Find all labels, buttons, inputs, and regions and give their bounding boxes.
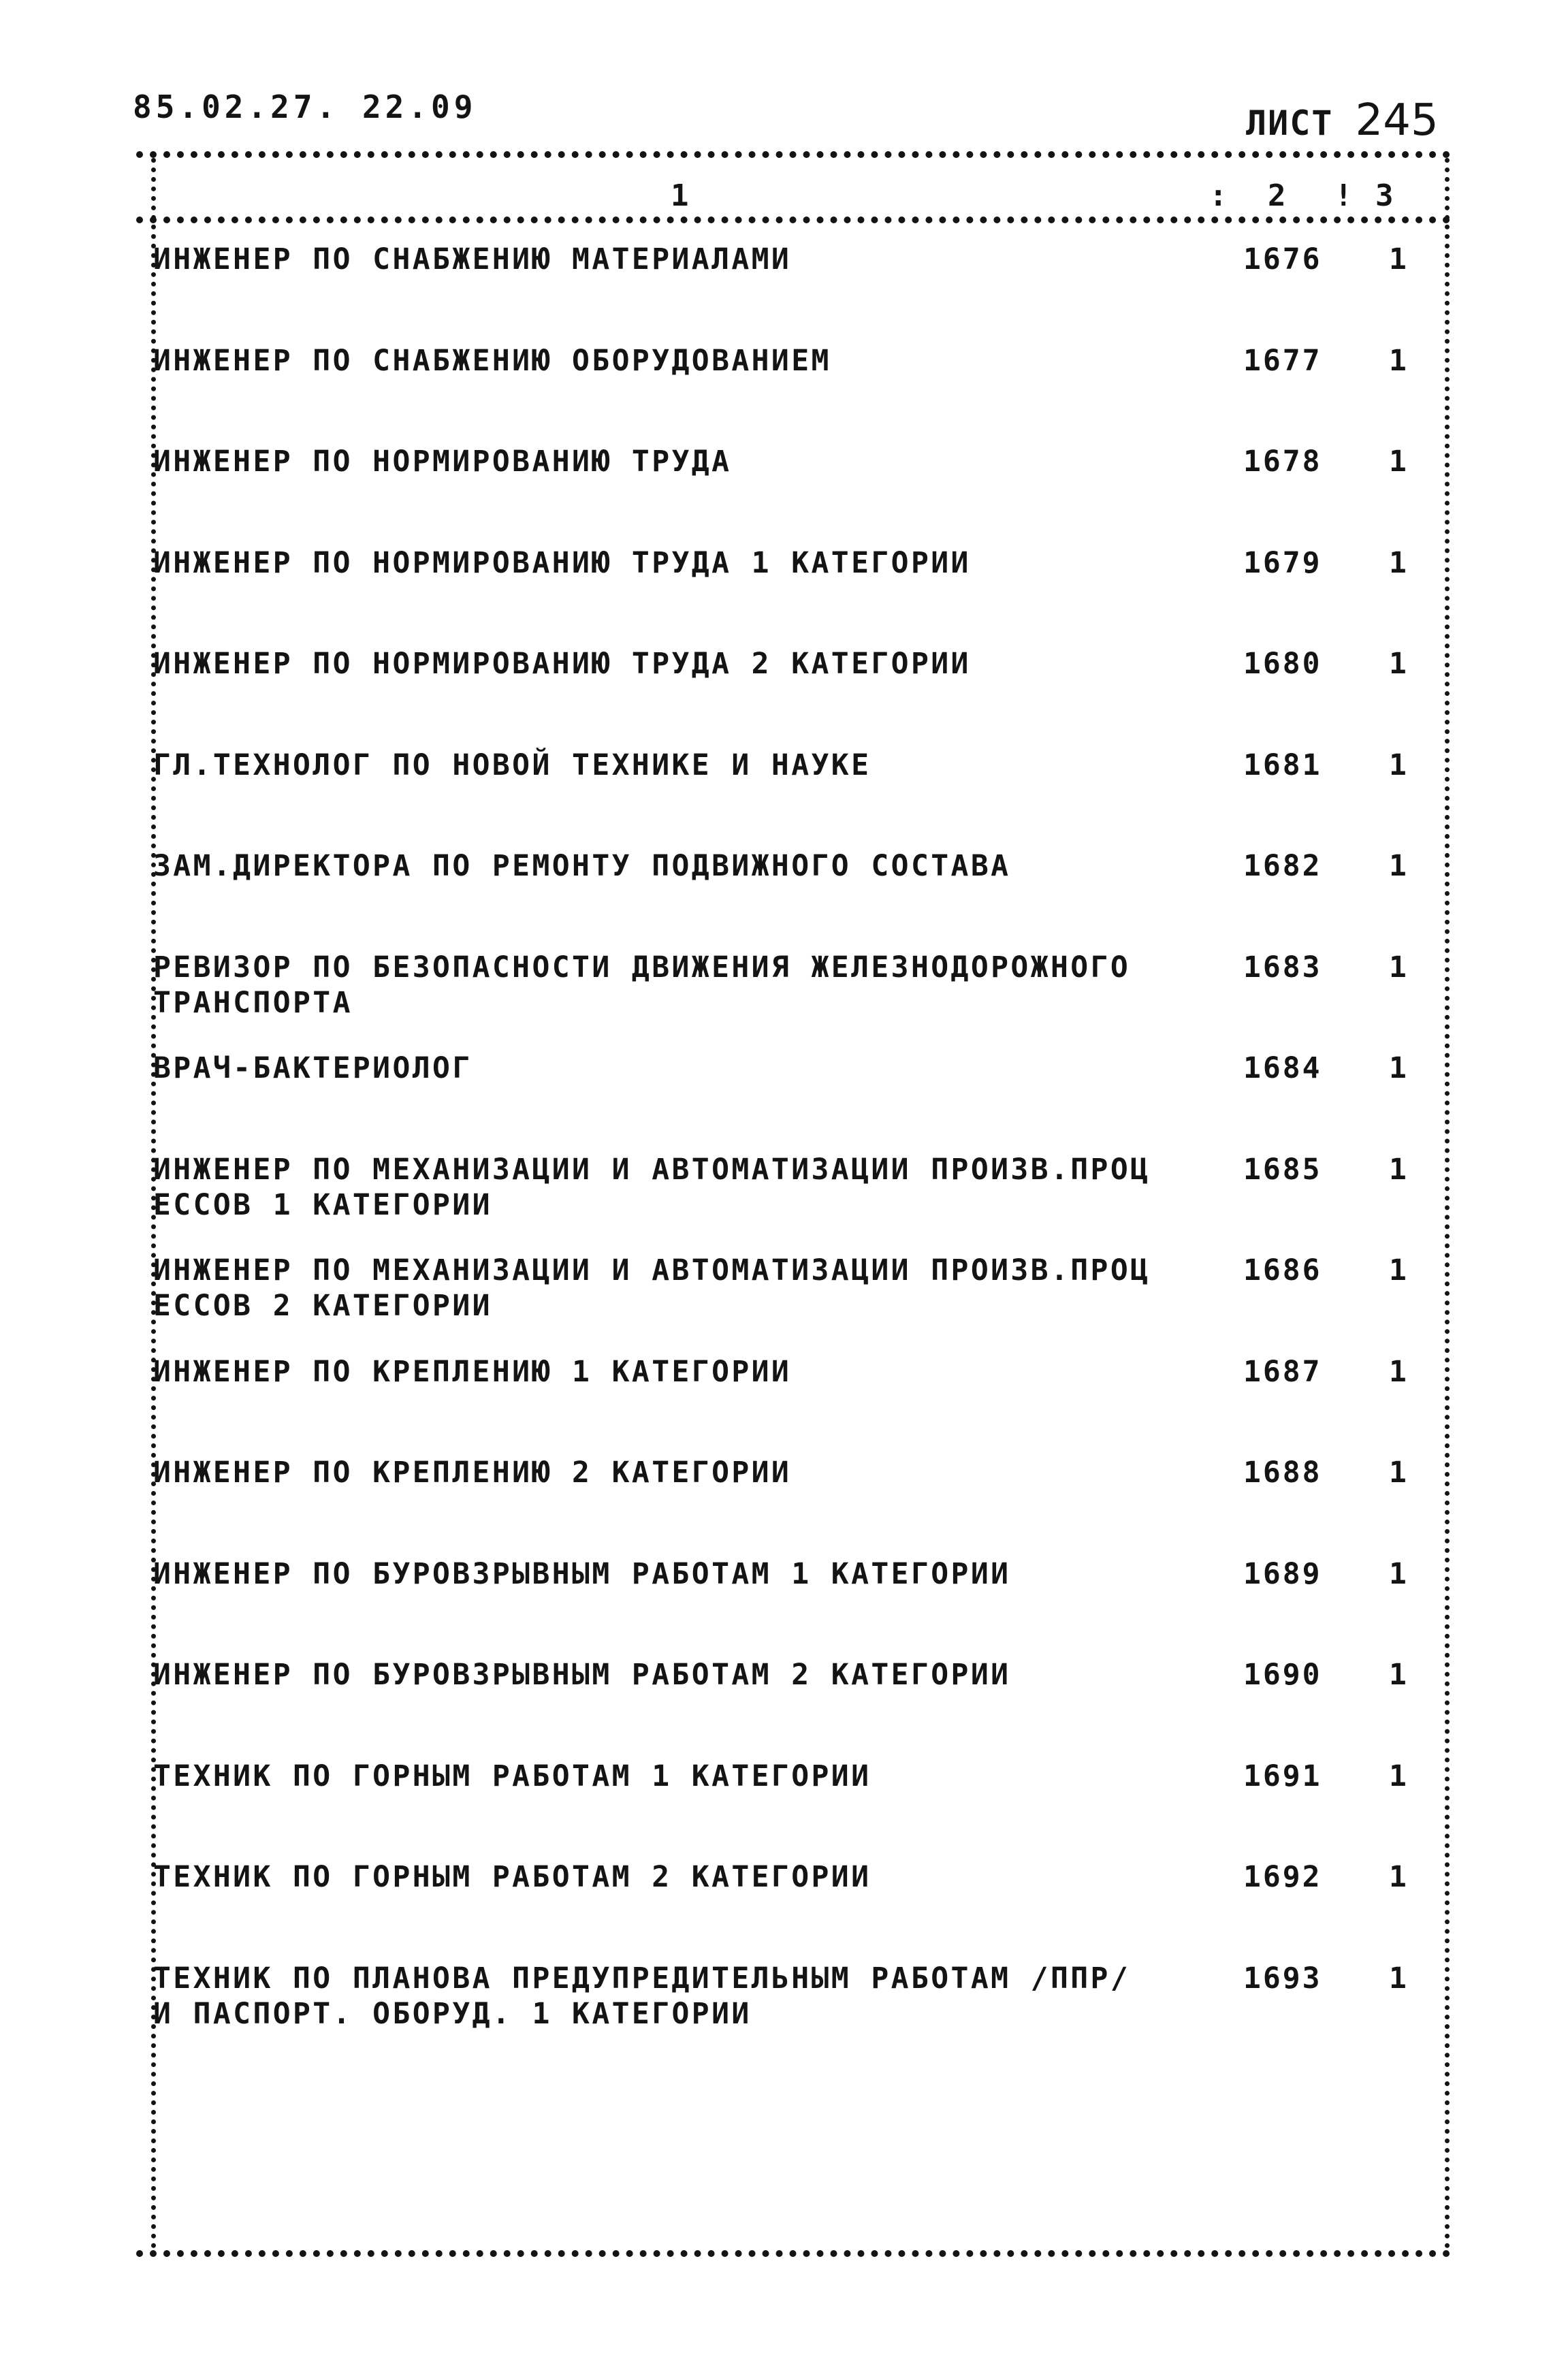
position-title-line: ЗАМ.ДИРЕКТОРА ПО РЕМОНТУ ПОДВИЖНОГО СОСТАВА — [153, 849, 1011, 883]
position-title-line: ИНЖЕНЕР ПО КРЕПЛЕНИЮ 2 КАТЕГОРИИ — [153, 1456, 792, 1490]
position-count: 1 — [1389, 242, 1407, 276]
position-count: 1 — [1389, 546, 1407, 580]
position-count: 1 — [1389, 1860, 1407, 1894]
position-title-line: ИНЖЕНЕР ПО СНАБЖЕНИЮ ОБОРУДОВАНИЕМ — [153, 344, 831, 378]
position-title-line: ИНЖЕНЕР ПО БУРОВЗРЫВНЫМ РАБОТАМ 2 КАТЕГОРИИ — [153, 1658, 1011, 1692]
header-separator — [136, 217, 1450, 223]
position-title — [153, 848, 1209, 884]
position-code: 1676 — [1243, 242, 1322, 276]
position-title — [153, 1051, 1209, 1086]
column-header-1: 1 — [671, 178, 689, 213]
position-code: 1684 — [1243, 1051, 1322, 1085]
position-count: 1 — [1389, 647, 1407, 681]
right-border — [1445, 158, 1450, 2249]
position-title — [153, 1961, 1209, 2032]
position-title — [153, 1354, 1209, 1390]
position-title-line: ИНЖЕНЕР ПО МЕХАНИЗАЦИИ И АВТОМАТИЗАЦИИ ПРОИЗВ.ПРОЦ — [153, 1253, 1151, 1287]
position-code: 1687 — [1243, 1355, 1322, 1389]
position-title — [153, 242, 1209, 277]
position-title-line: ТЕХНИК ПО ПЛАНОВА ПРЕДУПРЕДИТЕЛЬНЫМ РАБОТАМ /ППР/ — [153, 1961, 1131, 1996]
column-separator: : — [1209, 178, 1228, 213]
column-header-3: 3 — [1375, 178, 1394, 213]
position-title-line: ИНЖЕНЕР ПО МЕХАНИЗАЦИИ И АВТОМАТИЗАЦИИ ПРОИЗВ.ПРОЦ — [153, 1153, 1151, 1187]
top-border — [136, 151, 1450, 158]
sheet-label-text: ЛИСТ — [1246, 103, 1334, 143]
position-code: 1681 — [1243, 748, 1322, 782]
position-count: 1 — [1389, 445, 1407, 479]
position-title-line: ЕССОВ 1 КАТЕГОРИИ — [153, 1188, 492, 1222]
position-title — [153, 444, 1209, 479]
position-code: 1686 — [1243, 1253, 1322, 1287]
position-title-line: ИНЖЕНЕР ПО БУРОВЗРЫВНЫМ РАБОТАМ 1 КАТЕГОРИИ — [153, 1557, 1011, 1591]
sheet-number: 245 — [1355, 95, 1439, 146]
position-count: 1 — [1389, 1253, 1407, 1287]
position-title-line: ТЕХНИК ПО ГОРНЫМ РАБОТАМ 2 КАТЕГОРИИ — [153, 1860, 871, 1894]
position-count: 1 — [1389, 1759, 1407, 1793]
position-count: 1 — [1389, 1557, 1407, 1591]
position-title-line: И ПАСПОРТ. ОБОРУД. 1 КАТЕГОРИИ — [153, 1997, 752, 2031]
position-code: 1689 — [1243, 1557, 1322, 1591]
position-count: 1 — [1389, 1961, 1407, 1996]
position-title — [153, 1253, 1209, 1324]
position-code: 1683 — [1243, 950, 1322, 984]
position-code: 1680 — [1243, 647, 1322, 681]
position-title — [153, 1152, 1209, 1223]
position-title — [153, 343, 1209, 379]
position-count: 1 — [1389, 748, 1407, 782]
position-code: 1678 — [1243, 445, 1322, 479]
position-title — [153, 1455, 1209, 1490]
position-title — [153, 646, 1209, 682]
position-title-line: ИНЖЕНЕР ПО НОРМИРОВАНИЮ ТРУДА — [153, 445, 732, 479]
position-title-line: ИНЖЕНЕР ПО СНАБЖЕНИЮ МАТЕРИАЛАМИ — [153, 242, 792, 276]
position-title — [153, 1859, 1209, 1895]
position-count: 1 — [1389, 1658, 1407, 1692]
position-code: 1677 — [1243, 344, 1322, 378]
position-code: 1688 — [1243, 1456, 1322, 1490]
position-title-line: ЕССОВ 2 КАТЕГОРИИ — [153, 1289, 492, 1323]
position-code: 1693 — [1243, 1961, 1322, 1996]
position-code: 1692 — [1243, 1860, 1322, 1894]
sheet-label — [1246, 95, 1439, 146]
print-timestamp: 85.02.27. 22.09 — [133, 89, 477, 125]
position-title — [153, 1759, 1209, 1794]
column-separator: ! — [1334, 178, 1353, 213]
position-count: 1 — [1389, 849, 1407, 883]
position-title-line: ТРАНСПОРТА — [153, 986, 353, 1020]
position-count: 1 — [1389, 344, 1407, 378]
position-count: 1 — [1389, 1153, 1407, 1187]
column-header-2: 2 — [1268, 178, 1286, 213]
position-count: 1 — [1389, 1456, 1407, 1490]
position-title-line: ИНЖЕНЕР ПО НОРМИРОВАНИЮ ТРУДА 1 КАТЕГОРИИ — [153, 546, 971, 580]
position-title-line: РЕВИЗОР ПО БЕЗОПАСНОСТИ ДВИЖЕНИЯ ЖЕЛЕЗНОДОРОЖНОГО — [153, 950, 1131, 984]
position-title — [153, 1556, 1209, 1592]
position-count: 1 — [1389, 950, 1407, 984]
position-count: 1 — [1389, 1355, 1407, 1389]
position-title-line: ТЕХНИК ПО ГОРНЫМ РАБОТАМ 1 КАТЕГОРИИ — [153, 1759, 871, 1793]
position-title — [153, 545, 1209, 581]
position-title-line: ВРАЧ-БАКТЕРИОЛОГ — [153, 1051, 473, 1085]
position-title-line: ИНЖЕНЕР ПО НОРМИРОВАНИЮ ТРУДА 2 КАТЕГОРИИ — [153, 647, 971, 681]
position-code: 1682 — [1243, 849, 1322, 883]
position-code: 1685 — [1243, 1153, 1322, 1187]
position-title-line: ГЛ.ТЕХНОЛОГ ПО НОВОЙ ТЕХНИКЕ И НАУКЕ — [153, 748, 871, 782]
position-title — [153, 748, 1209, 783]
position-code: 1690 — [1243, 1658, 1322, 1692]
position-count: 1 — [1389, 1051, 1407, 1085]
position-title — [153, 1657, 1209, 1693]
position-title-line: ИНЖЕНЕР ПО КРЕПЛЕНИЮ 1 КАТЕГОРИИ — [153, 1355, 792, 1389]
position-code: 1691 — [1243, 1759, 1322, 1793]
bottom-border — [136, 2250, 1450, 2257]
position-title — [153, 950, 1209, 1021]
position-code: 1679 — [1243, 546, 1322, 580]
